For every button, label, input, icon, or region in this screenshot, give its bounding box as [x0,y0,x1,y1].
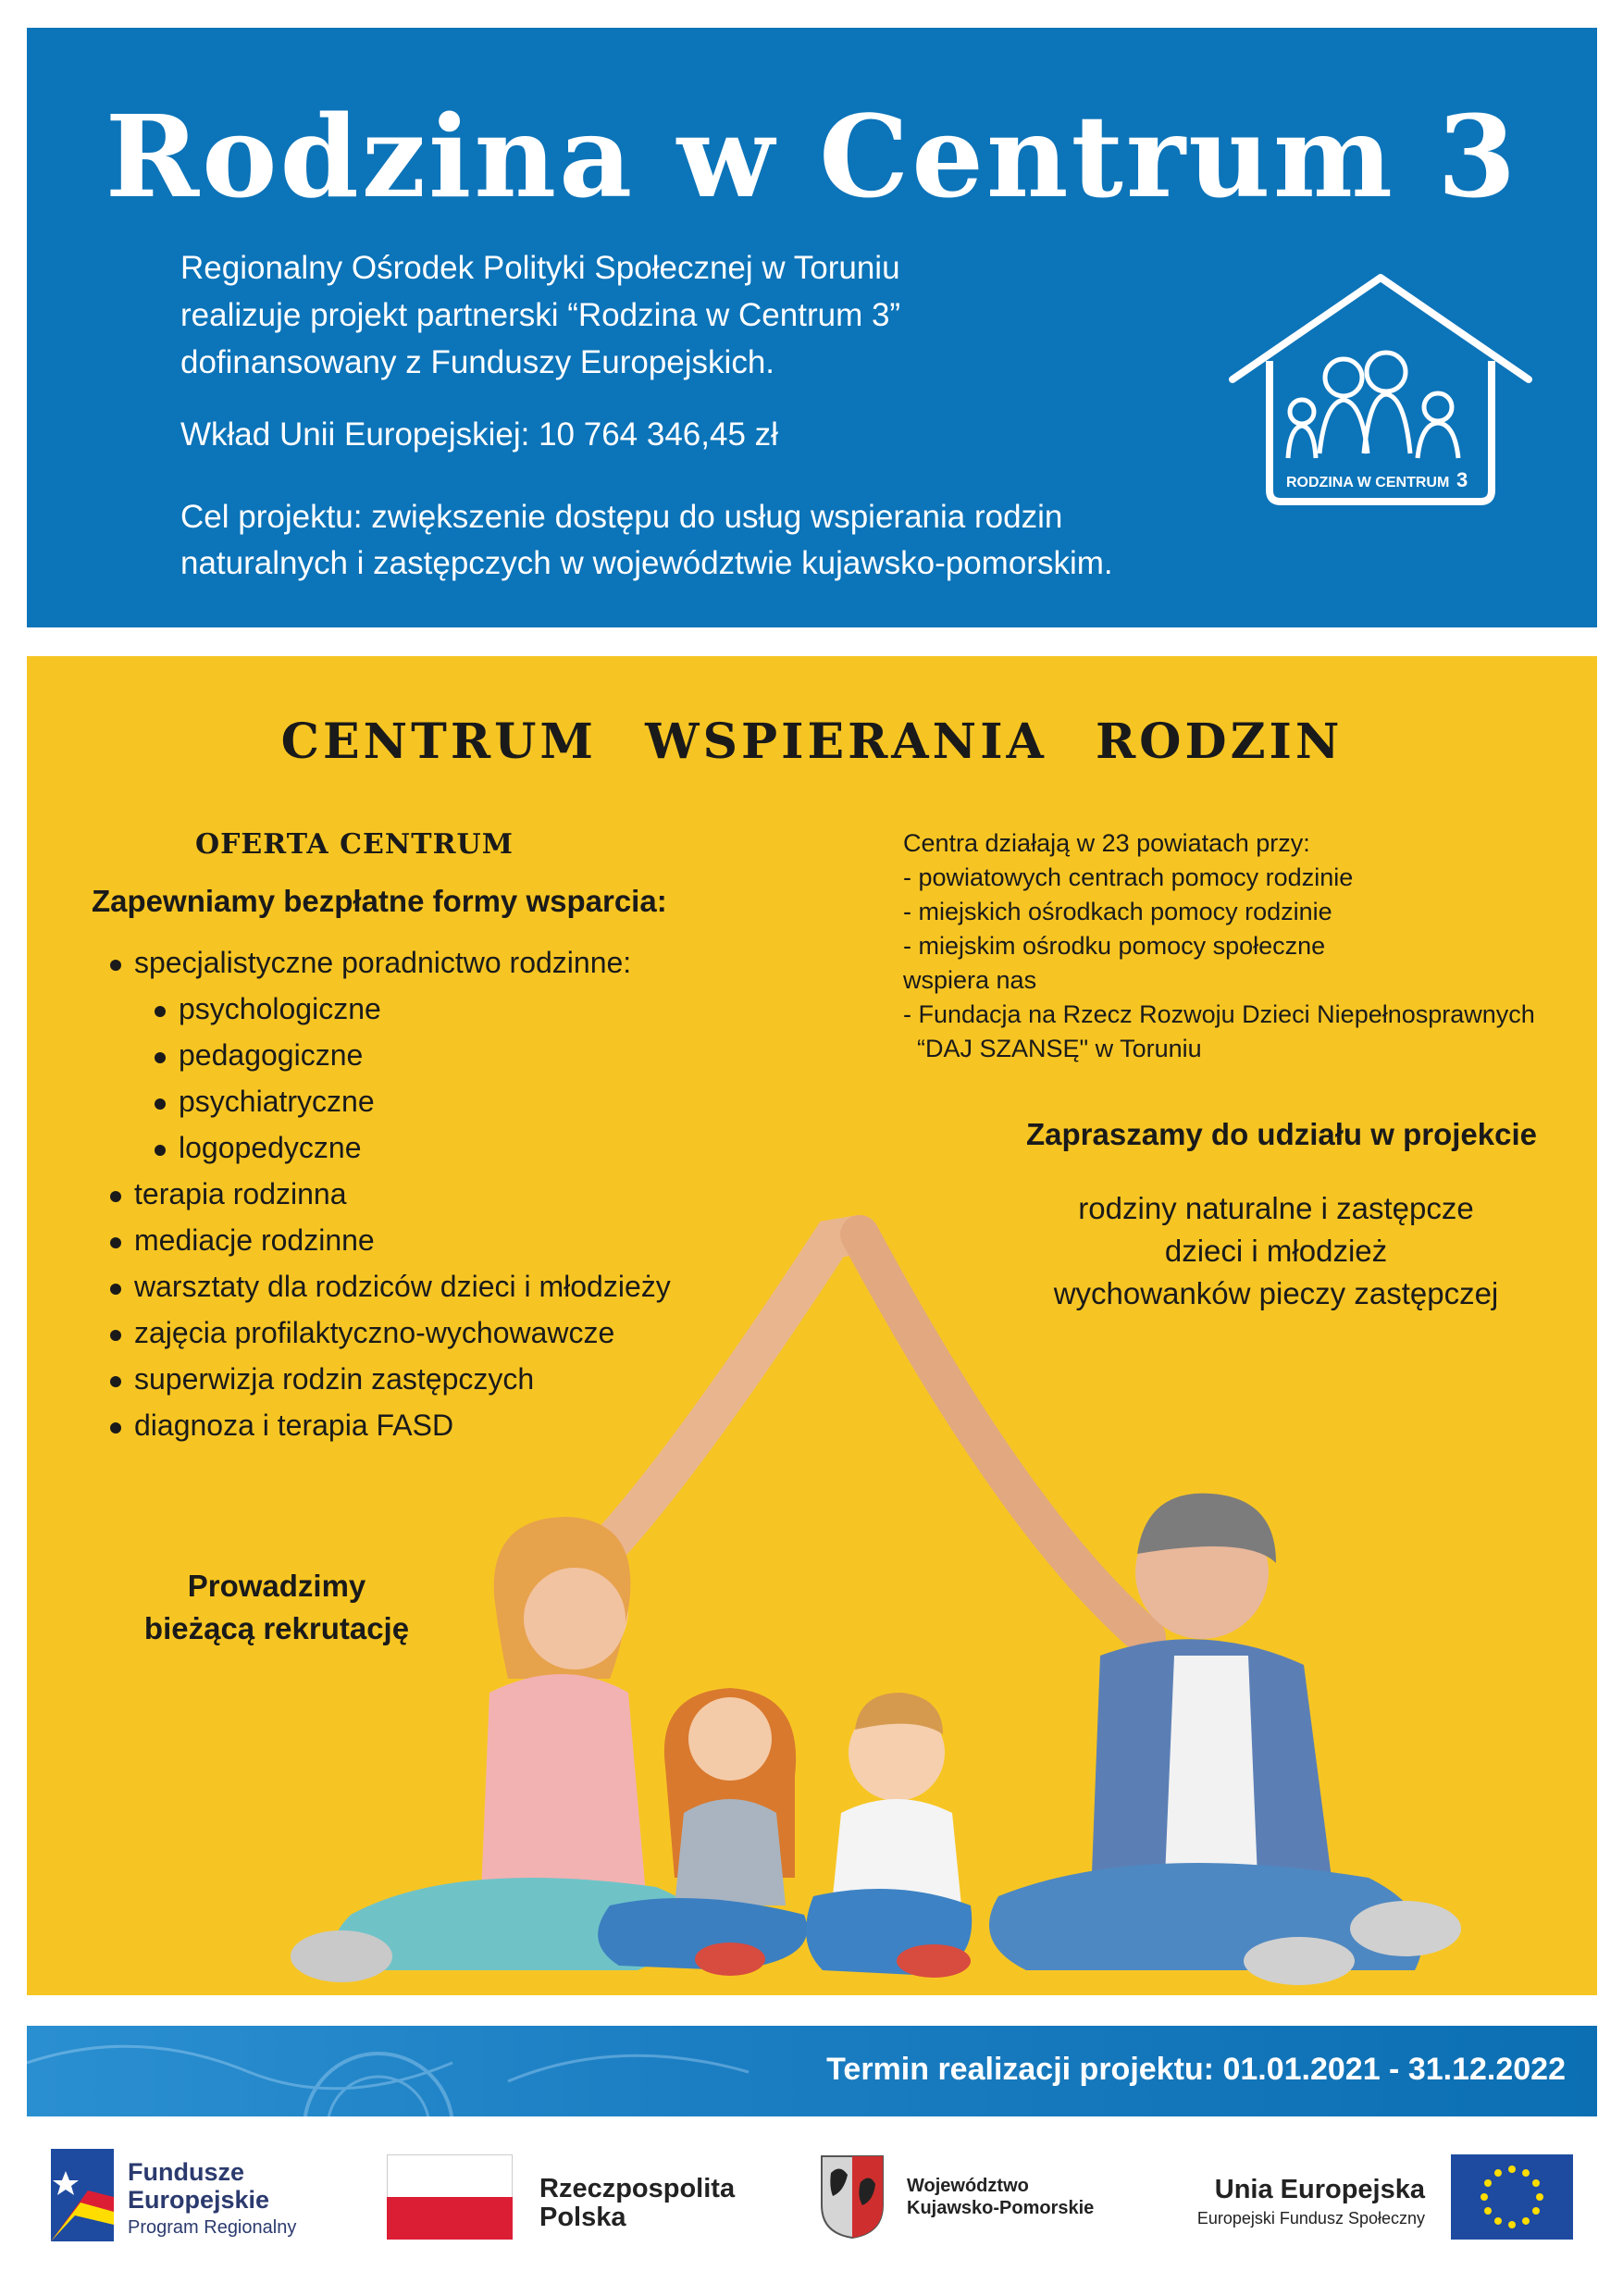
eu-star-icon [1484,2207,1492,2215]
recruit-line: Prowadzimy [187,1569,366,1603]
recruit-line: bieżącą rekrutację [143,1611,410,1645]
audience-line: dzieci i młodzież [1164,1234,1388,1268]
list-item [110,1124,671,1171]
unia-europejska-text [1166,2175,1425,2228]
eu-star-icon [1508,2221,1516,2228]
list-item [110,986,671,1032]
list-item-label: warsztaty dla rodziców dzieci i młodzieży [134,1270,671,1303]
fundusze-europejskie-text [128,2158,296,2241]
eu-star-icon [1484,2179,1492,2187]
centres-info [903,826,1535,1066]
logo-number: 3 [1456,468,1468,491]
list-item-label: superwizja rodzin zastępczych [134,1362,535,1396]
term-bar [27,2026,1597,2116]
polish-flag-icon [387,2154,513,2240]
audience-line: rodziny naturalne i zastępcze [1078,1191,1474,1225]
support-centre-section [27,656,1597,1995]
centres-line: - powiatowych centrach pomocy rodzinie [903,863,1354,891]
offer-subtitle: Zapewniamy bezpłatne formy wsparcia: [92,884,667,918]
goal-line: naturalnych i zastępczych w województwie kujawsko-pomorskim. [180,545,1113,581]
list-item [110,1263,671,1309]
invitation-heading: Zapraszamy do udziału w projekcie [1026,1117,1537,1151]
intro-line: Regionalny Ośrodek Polityki Społecznej w Toruniu [180,250,900,286]
list-item-label: mediacje rodzinne [134,1223,375,1257]
eu-star-icon [1508,2166,1516,2173]
list-item-label: psychologiczne [179,992,381,1025]
bullet-icon [110,1191,121,1202]
header-banner [27,28,1597,627]
intro-text [180,244,1106,386]
offer-title: OFERTA CENTRUM [195,828,514,861]
rp-line: Rzeczpospolita [539,2174,736,2203]
recruitment-note [119,1565,434,1650]
list-item-label: pedagogiczne [179,1038,364,1072]
bullet-icon [155,1052,166,1063]
wojewodztwo-text [907,2175,1094,2219]
list-item-label: specjalistyczne poradnictwo rodzinne: [134,946,632,979]
centres-line: “DAJ SZANSĘ" w Toruniu [903,1035,1202,1062]
list-item-label: zajęcia profilaktyczno-wychowawcze [134,1316,615,1349]
rp-line: Polska [539,2203,626,2232]
centres-line: wspiera nas [903,966,1037,994]
list-item [110,1032,671,1078]
eu-flag-icon [1451,2154,1573,2240]
house-family-logo [1223,268,1538,527]
audience-line: wychowanków pieczy zastępczej [1053,1276,1499,1310]
bullet-icon [110,1284,121,1295]
centres-line: - miejskich ośrodkach pomocy rodzinie [903,898,1332,925]
list-item [110,1171,671,1217]
eu-star-icon [1522,2217,1530,2225]
project-goal [180,494,1198,587]
list-item [110,939,671,986]
intro-line: realizuje projekt partnerski “Rodzina w Centrum 3” [180,297,901,333]
bullet-icon [110,960,121,971]
project-term: Termin realizacji projektu: 01.01.2021 - 31.12.2022 [826,2052,1566,2087]
goal-line: Cel projektu: zwiększenie dostępu do usług wspierania rodzin [180,499,1063,535]
section-title: CENTRUM WSPIERANIA RODZIN [280,714,1344,770]
eu-star-icon [1494,2217,1502,2225]
eu-star-icon [1522,2169,1530,2177]
centres-line: Centra działają w 23 powiatach przy: [903,829,1310,857]
funding-logos [0,2128,1623,2296]
page-title: Rodzina w Centrum 3 [105,90,1519,223]
bullet-icon [155,1145,166,1156]
bullet-icon [155,1006,166,1017]
list-item-label: psychiatryczne [179,1085,375,1118]
bullet-icon [110,1376,121,1387]
eu-star-icon [1536,2193,1543,2201]
fe-line: Europejskie [128,2186,270,2214]
list-item [110,1309,671,1356]
list-item [110,1356,671,1402]
intro-line: dofinansowany z Funduszy Europejskich. [180,344,775,380]
bullet-icon [155,1098,166,1110]
bullet-icon [110,1237,121,1248]
list-item-label: logopedyczne [179,1131,362,1164]
ue-line: Europejski Fundusz Społeczny [1196,2209,1425,2228]
wk-line: Województwo [907,2176,1029,2196]
eu-star-icon [1532,2179,1540,2187]
eu-contribution: Wkład Unii Europejskiej: 10 764 346,45 zł [180,416,778,453]
bullet-icon [110,1330,121,1341]
decorative-sun-pattern [27,2026,860,2116]
bullet-icon [110,1422,121,1433]
logo-label: RODZINA W CENTRUM [1286,475,1450,490]
eu-star-icon [1532,2207,1540,2215]
ue-line: Unia Europejska [1214,2175,1425,2204]
list-item-label: terapia rodzinna [134,1177,347,1210]
fe-line: Program Regionalny [128,2217,297,2238]
target-audience [1026,1187,1526,1315]
kujawsko-pomorskie-coat-of-arms-icon [820,2154,885,2240]
centres-line: - Fundacja na Rzecz Rozwoju Dzieci Niepełnosprawnych [903,1000,1535,1028]
fe-line: Fundusze [128,2158,244,2186]
eu-star-icon [1494,2169,1502,2177]
wk-line: Kujawsko-Pomorskie [907,2198,1095,2218]
list-item-label: diagnoza i terapia FASD [134,1409,454,1442]
eu-star-icon [1481,2193,1488,2201]
offer-list [110,939,671,1448]
list-item [110,1078,671,1124]
list-item [110,1402,671,1448]
centres-line: - miejskim ośrodku pomocy społeczne [903,932,1326,960]
fundusze-europejskie-logo-icon [51,2149,114,2241]
rzeczpospolita-text [539,2175,735,2232]
list-item [110,1217,671,1263]
